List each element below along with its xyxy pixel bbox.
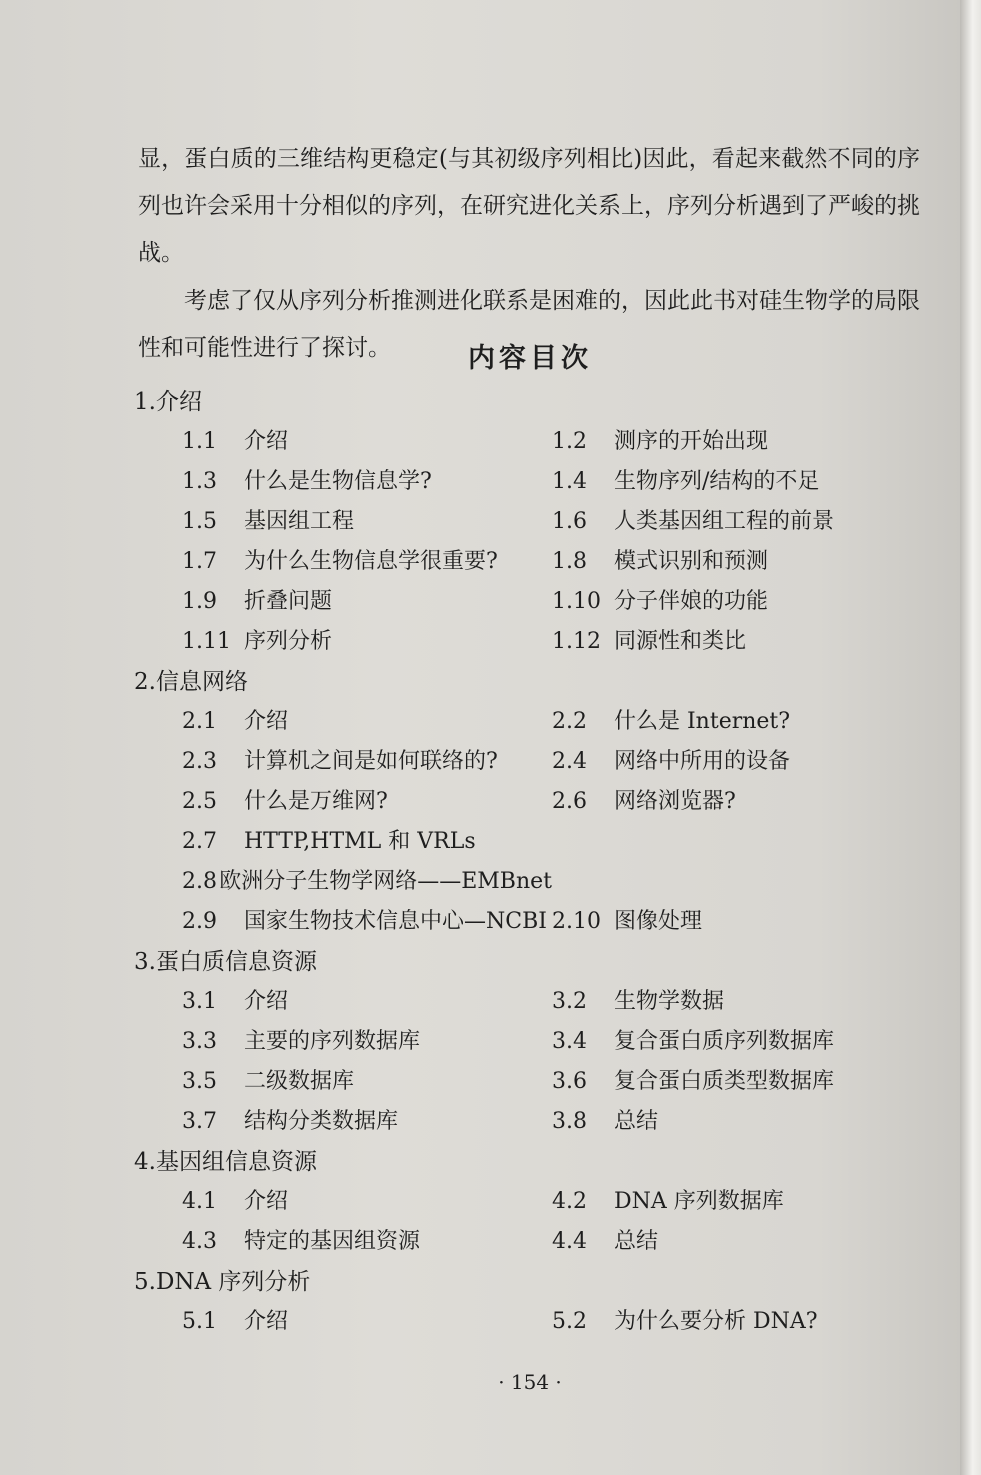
toc-entry-title: 折叠问题 xyxy=(244,589,333,614)
toc-entry-number: 2.7 xyxy=(182,829,217,854)
toc-entry xyxy=(552,1222,952,1262)
toc-entry xyxy=(0,422,552,462)
toc-entry-number: 4.2 xyxy=(552,1189,587,1214)
toc-row xyxy=(0,822,960,862)
toc-entry-number: 1.10 xyxy=(552,589,601,614)
toc-entry-title: 图像处理 xyxy=(614,909,703,934)
toc-entry xyxy=(0,822,552,862)
toc-entry-title: 主要的序列数据库 xyxy=(244,1029,421,1054)
toc-entry-number: 1.7 xyxy=(182,549,217,574)
toc-entry xyxy=(0,982,552,1022)
toc-row xyxy=(0,582,960,622)
toc-entry xyxy=(0,742,552,782)
toc-entry xyxy=(552,622,952,662)
toc-entry-number: 3.3 xyxy=(182,1029,217,1054)
toc-row xyxy=(0,1102,960,1142)
toc-row xyxy=(0,622,960,662)
toc-entry-number: 2.8 xyxy=(182,869,217,894)
toc-entry xyxy=(0,542,552,582)
toc-entry-title: 总结 xyxy=(614,1109,659,1134)
toc-entry xyxy=(0,502,552,542)
toc-entry xyxy=(552,1102,952,1142)
toc-entry-title: 什么是生物信息学? xyxy=(244,469,432,494)
toc-entry-number: 4.1 xyxy=(182,1189,217,1214)
toc-entry-title: DNA 序列数据库 xyxy=(614,1189,784,1214)
toc-entry xyxy=(0,1102,552,1142)
toc-row xyxy=(0,902,960,942)
toc-entry xyxy=(552,902,952,942)
toc-entry-title: 序列分析 xyxy=(244,629,333,654)
book-spine-edge xyxy=(960,0,981,1475)
toc-entry-title: 模式识别和预测 xyxy=(614,549,769,574)
toc-entry xyxy=(0,622,552,662)
toc-entry-title: 结构分类数据库 xyxy=(244,1109,399,1134)
toc-entry-title: 同源性和类比 xyxy=(614,629,747,654)
toc-chapter-heading: 1.介绍 xyxy=(134,389,202,415)
toc-row xyxy=(0,742,960,782)
toc-entry-number: 4.4 xyxy=(552,1229,587,1254)
toc-row xyxy=(0,982,960,1022)
toc-chapter-heading: 3.蛋白质信息资源 xyxy=(134,949,317,975)
toc-entry xyxy=(552,1022,952,1062)
toc-entry-title: 什么是 Internet? xyxy=(614,709,791,734)
toc-entry-title: 介绍 xyxy=(244,1189,289,1214)
toc-chapter-heading: 5.DNA 序列分析 xyxy=(134,1269,311,1295)
toc-entry-number: 3.8 xyxy=(552,1109,587,1134)
toc-row xyxy=(0,462,960,502)
toc-entry-title: 分子伴娘的功能 xyxy=(614,589,769,614)
toc-entry-number: 1.9 xyxy=(182,589,217,614)
toc-entry xyxy=(0,1062,552,1102)
toc-entry-title: 测序的开始出现 xyxy=(614,429,769,454)
toc-entry-number: 3.7 xyxy=(182,1109,217,1134)
toc-row xyxy=(0,1302,960,1342)
toc-entry-title: 介绍 xyxy=(244,429,289,454)
toc-entry xyxy=(0,582,552,622)
toc-entry-number: 2.1 xyxy=(182,709,217,734)
toc-entry-number: 3.6 xyxy=(552,1069,587,1094)
page-number: · 154 · xyxy=(498,1370,562,1394)
toc-entry-title: 什么是万维网? xyxy=(244,789,388,814)
toc-row xyxy=(0,702,960,742)
toc-entry-number: 2.3 xyxy=(182,749,217,774)
toc-entry-number: 2.5 xyxy=(182,789,217,814)
toc-entry-number: 5.1 xyxy=(182,1309,217,1334)
toc-row xyxy=(0,502,960,542)
toc-entry-title: 国家生物技术信息中心—NCBI xyxy=(244,909,547,934)
toc-row xyxy=(0,782,960,822)
toc-entry-title: 介绍 xyxy=(244,989,289,1014)
toc-entry-number: 1.4 xyxy=(552,469,587,494)
toc-row xyxy=(0,1222,960,1262)
body-paragraph-2: 考虑了仅从序列分析推测进化联系是困难的，因此此书对硅生物学的局限性和可能性进行了探讨。 xyxy=(138,288,920,361)
toc-entry xyxy=(0,702,552,742)
toc-chapter-heading: 2.信息网络 xyxy=(134,669,248,695)
toc-entry-title: 介绍 xyxy=(244,1309,289,1334)
toc-entry-title: 网络中所用的设备 xyxy=(614,749,791,774)
toc-entry-number: 2.9 xyxy=(182,909,217,934)
toc-entry xyxy=(552,582,952,622)
toc-entry-title: 基因组工程 xyxy=(244,509,355,534)
toc-entry xyxy=(552,542,952,582)
toc-row xyxy=(0,422,960,462)
toc-row xyxy=(0,1022,960,1062)
toc-row xyxy=(0,542,960,582)
toc-entry-number: 1.1 xyxy=(182,429,217,454)
toc-entry xyxy=(0,1182,552,1222)
toc-entry-number: 3.2 xyxy=(552,989,587,1014)
table-of-contents xyxy=(0,382,960,1342)
toc-entry-number: 5.2 xyxy=(552,1309,587,1334)
toc-entry-title: 二级数据库 xyxy=(244,1069,355,1094)
toc-entry xyxy=(0,1302,552,1342)
toc-entry-title: 计算机之间是如何联络的? xyxy=(244,749,498,774)
toc-entry xyxy=(552,462,952,502)
toc-entry xyxy=(0,462,552,502)
toc-entry-title: 特定的基因组资源 xyxy=(244,1229,421,1254)
toc-entry-title: HTTP,HTML 和 VRLs xyxy=(244,829,476,854)
toc-entry-title: 介绍 xyxy=(244,709,289,734)
toc-entry xyxy=(552,1182,952,1222)
toc-entry-number: 3.1 xyxy=(182,989,217,1014)
toc-entry-number: 1.12 xyxy=(552,629,601,654)
toc-chapter-heading: 4.基因组信息资源 xyxy=(134,1149,317,1175)
toc-entry xyxy=(552,422,952,462)
toc-entry-number: 1.3 xyxy=(182,469,217,494)
body-paragraph-1: 显，蛋白质的三维结构更稳定(与其初级序列相比)因此，看起来截然不同的序列也许会采用十分相似的序列，在研究进化关系上，序列分析遇到了严峻的挑战。 xyxy=(138,146,920,266)
toc-entry-title: 复合蛋白质序列数据库 xyxy=(614,1029,835,1054)
toc-entry-title: 人类基因组工程的前景 xyxy=(614,509,835,534)
toc-entry-number: 1.2 xyxy=(552,429,587,454)
toc-entry-title: 复合蛋白质类型数据库 xyxy=(614,1069,835,1094)
toc-entry-number: 2.4 xyxy=(552,749,587,774)
toc-row xyxy=(0,862,960,902)
toc-entry xyxy=(0,862,552,902)
toc-entry xyxy=(0,902,552,942)
toc-entry-title: 为什么生物信息学很重要? xyxy=(244,549,498,574)
toc-entry-number: 4.3 xyxy=(182,1229,217,1254)
toc-row xyxy=(0,1182,960,1222)
toc-entry-number: 2.2 xyxy=(552,709,587,734)
toc-entry-number: 3.5 xyxy=(182,1069,217,1094)
toc-row xyxy=(0,1062,960,1102)
toc-entry xyxy=(552,782,952,822)
toc-entry xyxy=(0,1222,552,1262)
toc-entry-number: 1.5 xyxy=(182,509,217,534)
toc-entry-title: 为什么要分析 DNA? xyxy=(614,1309,818,1334)
toc-entry-number: 1.8 xyxy=(552,549,587,574)
toc-entry-number: 1.6 xyxy=(552,509,587,534)
toc-entry-title: 总结 xyxy=(614,1229,659,1254)
toc-entry-title: 欧洲分子生物学网络——EMBnet xyxy=(219,869,552,894)
toc-entry-number: 1.11 xyxy=(182,629,231,654)
toc-entry xyxy=(552,502,952,542)
toc-entry xyxy=(0,782,552,822)
toc-entry xyxy=(0,1022,552,1062)
toc-entry-number: 2.6 xyxy=(552,789,587,814)
toc-entry-number: 3.4 xyxy=(552,1029,587,1054)
toc-entry xyxy=(552,742,952,782)
toc-entry-title: 生物学数据 xyxy=(614,989,725,1014)
toc-entry-title: 生物序列/结构的不足 xyxy=(614,469,820,494)
toc-entry xyxy=(552,982,952,1022)
toc-entry xyxy=(552,1302,952,1342)
toc-entry xyxy=(552,702,952,742)
toc-title: 内容目次 xyxy=(468,343,592,374)
toc-entry-number: 2.10 xyxy=(552,909,601,934)
toc-entry xyxy=(552,1062,952,1102)
toc-entry-title: 网络浏览器? xyxy=(614,789,736,814)
